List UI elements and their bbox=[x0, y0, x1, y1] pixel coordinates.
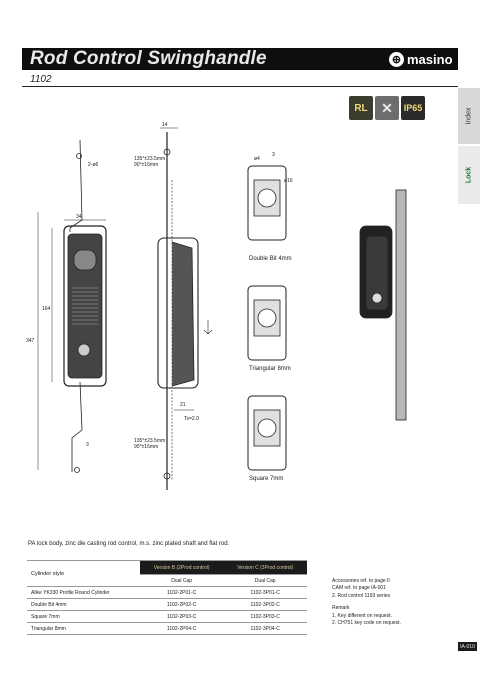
header-cylinder-style: Cylinder style bbox=[27, 561, 140, 587]
cell-style: Alike YK330 Profile Round Cylinder bbox=[27, 587, 140, 599]
table-row bbox=[27, 611, 307, 623]
badge-ip65: IP65 bbox=[401, 96, 425, 120]
cell-style: Square 7mm bbox=[27, 611, 140, 623]
dim-label-bit-dia: ø16 bbox=[284, 178, 293, 184]
dim-label-offset: 34 bbox=[76, 214, 82, 220]
technical-drawing bbox=[22, 120, 442, 530]
brand-mark-icon: ⊕ bbox=[389, 52, 404, 67]
dim-label-depth: 21 bbox=[180, 402, 186, 408]
cell-style: Triangular 8mm bbox=[27, 623, 140, 635]
dim-label-thickness: Ts=2.0 bbox=[184, 416, 199, 422]
photo-rod bbox=[396, 190, 406, 420]
cell-part-c: 1102-3P01-C bbox=[223, 587, 307, 599]
rod-hole-bottom bbox=[75, 468, 80, 473]
table-row bbox=[27, 599, 307, 611]
view-triangular-cylinder bbox=[258, 309, 276, 327]
brand-name: masino bbox=[407, 51, 453, 67]
page-number: IA-010 bbox=[458, 642, 477, 651]
dim-label-bit-hole: ø4 bbox=[254, 156, 260, 162]
cell-part-b: 1102-2P03-C bbox=[140, 611, 223, 623]
cell-part-b: 1102-2P02-C bbox=[140, 599, 223, 611]
note-accessories-3: 2. Rod control 1193 series bbox=[332, 592, 390, 599]
divider bbox=[22, 86, 458, 87]
note-accessories-2: CAM ref. to page IA-001 bbox=[332, 585, 386, 592]
handle-grip bbox=[74, 250, 96, 270]
dim-label-rod-upper2: 90°±16mm bbox=[134, 162, 159, 168]
cell-part-c: 1102-3P03-C bbox=[223, 611, 307, 623]
cell-part-c: 1102-3P02-C bbox=[223, 599, 307, 611]
cell-part-b: 1102-2P04-C bbox=[140, 623, 223, 635]
arrow-icon bbox=[204, 320, 212, 334]
page-title: Rod Control Swinghandle bbox=[30, 48, 267, 69]
dim-label-total: 347 bbox=[26, 338, 35, 344]
view-double-bit-cylinder bbox=[258, 189, 276, 207]
cap-c: Dual Cap bbox=[223, 575, 307, 587]
view-square-cylinder bbox=[258, 419, 276, 437]
dim-label-hole: 2-ø6 bbox=[88, 162, 99, 168]
table-row bbox=[27, 587, 307, 599]
caption-triangular: Triangular 8mm bbox=[249, 366, 291, 372]
feature-badges bbox=[349, 96, 425, 120]
badge-key-icon: ✕ bbox=[375, 96, 399, 120]
note-remark-2: 2. CH751 key code on request. bbox=[332, 620, 401, 627]
tab-index-label: Index bbox=[465, 107, 473, 125]
cap-b: Dual Cap bbox=[140, 575, 223, 587]
dim-label-bit-small: 3 bbox=[272, 152, 275, 158]
brand-logo bbox=[389, 50, 453, 68]
dim-label-rod-lower: 135°±23.5mm bbox=[134, 438, 166, 444]
caption-double-bit: Double Bit 4mm bbox=[249, 256, 292, 262]
header-version-b: Version B (2Prod control) bbox=[140, 561, 223, 575]
dim-label-top: 14 bbox=[162, 122, 168, 128]
cell-style: Double Bit 4mm bbox=[27, 599, 140, 611]
tab-index[interactable] bbox=[458, 88, 480, 144]
header-version-c: Version C (3Prod control) bbox=[223, 561, 307, 575]
note-accessories-1: Accessories ref. to page II bbox=[332, 578, 390, 584]
dim-label-rod-upper: 135°±23.5mm bbox=[134, 156, 166, 162]
note-remark-heading: Remark bbox=[332, 605, 350, 612]
caption-square: Square 7mm bbox=[249, 476, 284, 482]
lower-rod bbox=[72, 382, 82, 472]
table-row bbox=[27, 623, 307, 635]
tab-lock[interactable] bbox=[458, 146, 480, 204]
spec-table bbox=[27, 560, 307, 635]
cell-part-b: 1102-2P01-C bbox=[140, 587, 223, 599]
model-number: 1102 bbox=[30, 74, 52, 85]
dim-label-rod-lower2: 90°±16mm bbox=[134, 444, 159, 450]
notes bbox=[332, 578, 401, 627]
table-header-row bbox=[27, 561, 307, 575]
photo-cylinder bbox=[372, 293, 382, 303]
cylinder-face bbox=[78, 344, 90, 356]
badge-rl: RL bbox=[349, 96, 373, 120]
product-description: PA lock body, zinc die casting rod control, m.s. zinc plated shaft and flat rod. bbox=[28, 541, 230, 547]
cell-part-c: 1102-3P04-C bbox=[223, 623, 307, 635]
side-handle bbox=[172, 242, 194, 386]
dim-label-small-offset: 3 bbox=[86, 442, 89, 448]
note-remark-1: 1. Key different on request. bbox=[332, 612, 392, 619]
tab-lock-label: Lock bbox=[465, 166, 473, 184]
dim-label-body: 164 bbox=[42, 306, 51, 312]
